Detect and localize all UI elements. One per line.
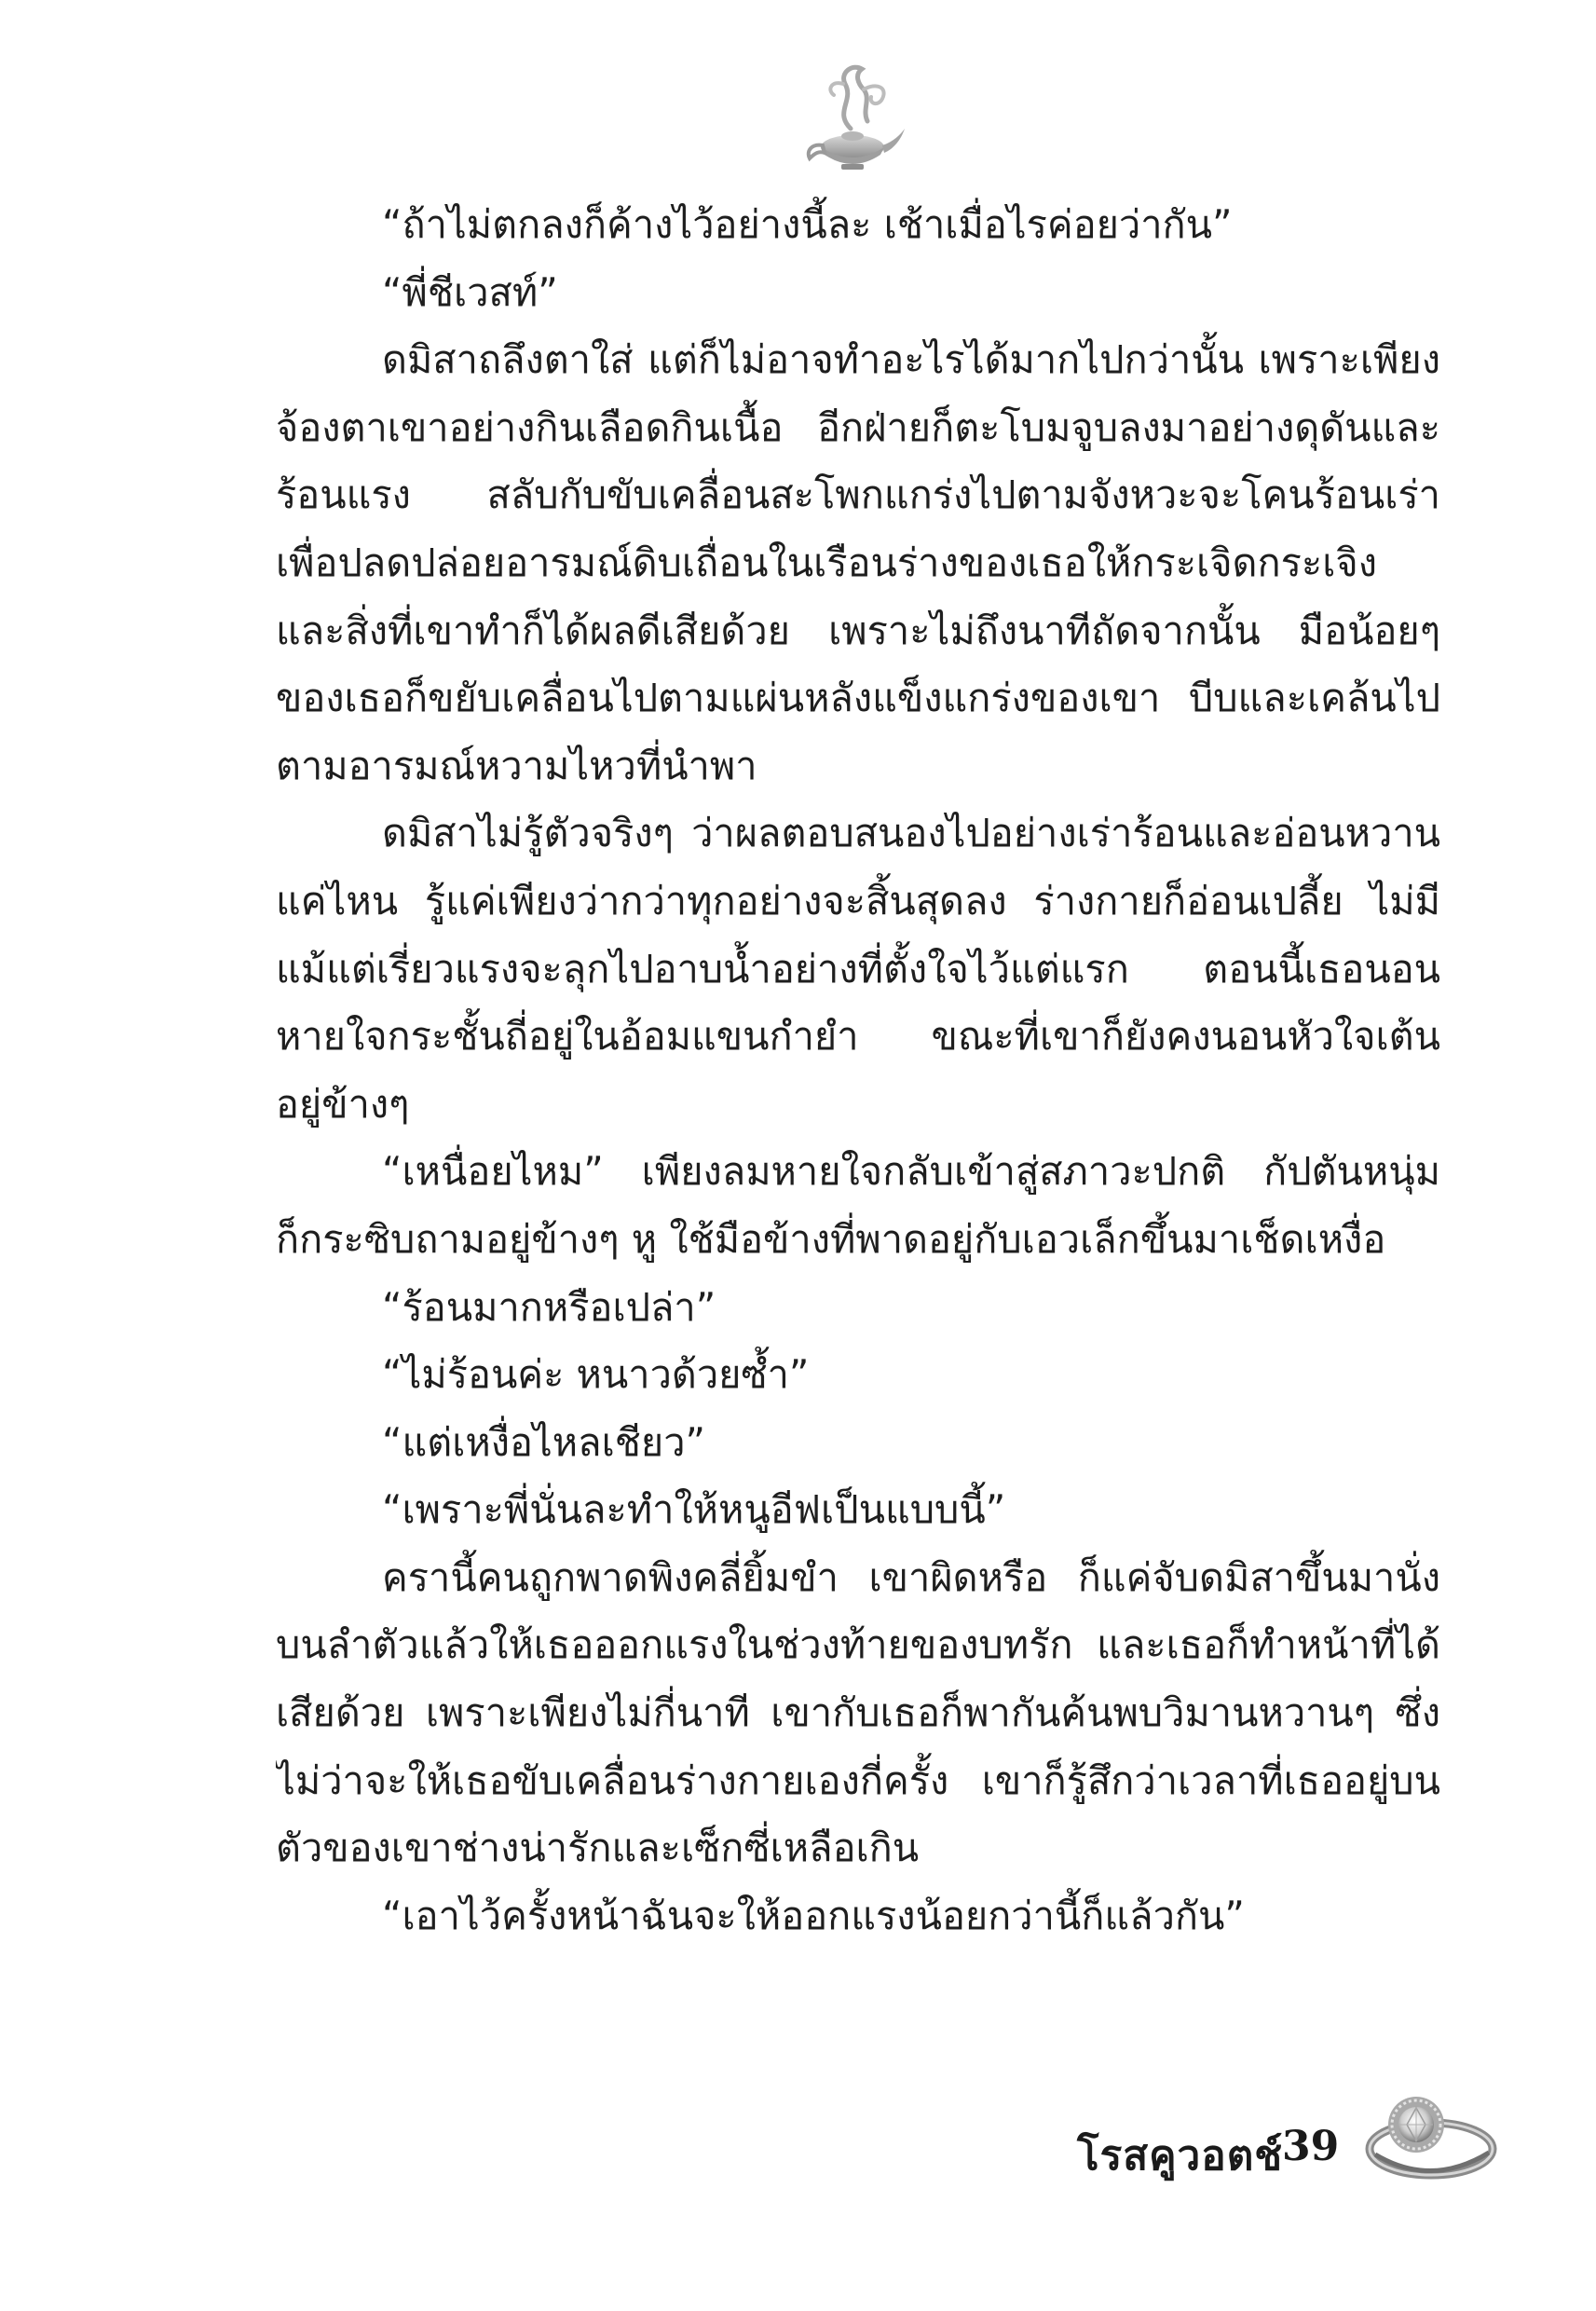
body-text bbox=[276, 191, 1440, 1949]
text-line: ตามอารมณ์หวามไหวที่นำพา bbox=[276, 742, 757, 788]
text-line: แค่ไหน รู้แค่เพียงว่ากว่าทุกอย่างจะสิ้นสุดลง ร่างกายก็อ่อนเปลี้ย ไม่มี bbox=[276, 877, 1440, 923]
text-line: ไม่ว่าจะให้เธอขับเคลื่อนร่างกายเองกี่ครั้ง เขาก็รู้สึกว่าเวลาที่เธออยู่บน bbox=[276, 1757, 1440, 1803]
text-line: ของเธอก็ขยับเคลื่อนไปตามแผ่นหลังแข็งแกร่งของเขา บีบและเคล้นไป bbox=[276, 675, 1440, 721]
text-line: หายใจกระชั้นถี่อยู่ในอ้อมแขนกำยำ ขณะที่เขาก็ยังคงนอนหัวใจเต้น bbox=[276, 1013, 1440, 1060]
text-line: อยู่ข้างๆ bbox=[276, 1080, 410, 1127]
page-footer bbox=[1062, 2113, 1584, 2197]
text-line: ดมิสาไม่รู้ตัวจริงๆ ว่าผลตอบสนองไปอย่างเร่าร้อนและอ่อนหวาน bbox=[382, 810, 1440, 856]
text-line: บนลำตัวแล้วให้เธอออกแรงในช่วงท้ายของบทรัก และเธอก็ทำหน้าที่ได้ bbox=[276, 1621, 1440, 1668]
text-line: เสียด้วย เพราะเพียงไม่กี่นาที เขากับเธอก็พากันค้นพบวิมานหวานๆ ซึ่ง bbox=[276, 1689, 1440, 1736]
text-line: “เพราะพี่นั่นละทำให้หนูอีฟเป็นแบบนี้” bbox=[382, 1486, 1006, 1533]
text-line: จ้องตาเขาอย่างกินเลือดกินเนื้อ อีกฝ่ายก็ตะโบมจูบลงมาอย่างดุดันและ bbox=[276, 403, 1440, 450]
text-line: “ถ้าไม่ตกลงก็ค้างไว้อย่างนี้ละ เช้าเมื่อไรค่อยว่ากัน” bbox=[382, 201, 1233, 247]
text-line: ครานี้คนถูกพาดพิงคลี่ยิ้มขำ เขาผิดหรือ ก็แค่จับดมิสาขึ้นมานั่ง bbox=[382, 1553, 1440, 1600]
text-line: “ร้อนมากหรือเปล่า” bbox=[382, 1283, 716, 1330]
diamond-ring-icon bbox=[1358, 2087, 1498, 2190]
text-line: ดมิสาถลึงตาใส่ แต่ก็ไม่อาจทำอะไรได้มากไปกว่านั้น เพราะเพียง bbox=[382, 336, 1440, 383]
text-line: ตัวของเขาช่างน่ารักและเซ็กซี่เหลือเกิน bbox=[276, 1825, 920, 1871]
text-line: ก็กระซิบถามอยู่ข้างๆ หู ใช้มือข้างที่พาดอยู่กับเอวเล็กขึ้นมาเช็ดเหงื่อ bbox=[276, 1215, 1386, 1262]
magic-lamp-icon bbox=[797, 56, 908, 177]
text-line: ร้อนแรง สลับกับขับเคลื่อนสะโพกแกร่งไปตามจังหวะจะโคนร้อนเร่า bbox=[276, 472, 1440, 518]
text-line: “ไม่ร้อนค่ะ หนาวด้วยซ้ำ” bbox=[382, 1351, 810, 1398]
text-line: เพื่อปลดปล่อยอารมณ์ดิบเถื่อนในเรือนร่างของเธอให้กระเจิดกระเจิง bbox=[276, 539, 1377, 585]
text-line: “พี่ชีเวสท์” bbox=[382, 268, 558, 315]
text-line: “เอาไว้ครั้งหน้าฉันจะให้ออกแรงน้อยกว่านี้ก็แล้วกัน” bbox=[382, 1892, 1245, 1938]
text-line: และสิ่งที่เขาทำก็ได้ผลดีเสียด้วย เพราะไม่ถึงนาทีถัดจากนั้น มือน้อยๆ bbox=[276, 607, 1440, 653]
running-title: โรสคูวอตช์ bbox=[1077, 2132, 1284, 2180]
text-line: “เหนื่อยไหม” เพียงลมหายใจกลับเข้าสู่สภาวะปกติ กัปตันหนุ่ม bbox=[382, 1148, 1440, 1195]
page-number: 39 bbox=[1282, 2123, 1340, 2170]
text-line: “แต่เหงื่อไหลเชียว” bbox=[382, 1418, 706, 1465]
text-line: แม้แต่เรี่ยวแรงจะลุกไปอาบน้ำอย่างที่ตั้งใจไว้แต่แรก ตอนนี้เธอนอน bbox=[276, 945, 1440, 991]
